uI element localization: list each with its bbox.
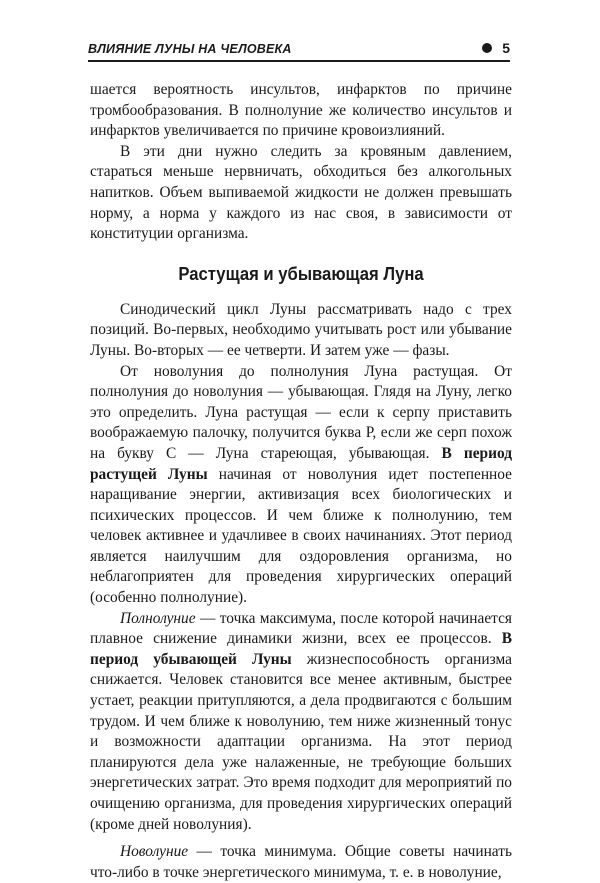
bold-term: В период растущей Луны [90,444,512,483]
section-heading: Растущая и убывающая Луна [178,262,424,284]
paragraph-text: — точка максимума, после которой начинается плавное снижение динамики жизни, всех ее процессов. [90,609,512,648]
paragraph-text: — точка минимума. Общие советы начинать что-либо в точке энергетического минимума, т. е. в новолуние, [90,843,512,881]
paragraph [90,842,512,883]
italic-term: Полнолуние [120,609,196,627]
paragraph: Синодический цикл Луны рассматривать надо с трех позиций. Во-первых, необходимо учитывать рост или убывание Луны. Во-вторых — ее четверти. И затем уже — фазы. [90,300,512,359]
paragraph [90,362,512,609]
paragraph: В эти дни нужно следить за кровяным давлением, стараться меньше нервничать, обходиться без алкогольных напитков. Объем выпиваемой жидкости не должен превышать норму, а норма у каждого из нас своя, в зависимости от конституции организма. [90,142,512,243]
running-title: ВЛИЯНИЕ ЛУНЫ НА ЧЕЛОВЕКА [88,42,292,56]
page-body [90,80,512,883]
paragraph-text: начиная от новолуния идет постепенное наращивание энергии, активизация всех биологических и психических процессов. И чем ближе к полнолунию, тем человек активнее и удачливее в своих начинаниях. Этот период является наилучшим для оздоровления организма, но неблагоприятен для проведения хирургических операций (особенно полнолуние). [90,465,513,607]
italic-term: Новолуние [120,843,189,861]
paragraph [90,609,512,836]
paragraph: шается вероятность инсультов, инфарктов по причине тромбообразования. В полнолуние же количество инсультов и инфарктов увеличивается по причине кровоизлияний. [90,81,512,140]
page-number: 5 [502,40,510,56]
paragraph-text: жизнеспособность организма снижается. Человек становится все менее активным, быстрее устает, реакции притупляются, а дела продвигаются с большим трудом. И чем ближе к новолунию, тем ниже жизненный тонус и возможности адаптации организма. На этот период планируются дела уже налаженные, не требующие больших энергетических затрат. Это время подходит для мероприятий по очищению организма, для проведения хирургических операций (кроме дней новолуния). [90,650,512,833]
bold-term: В период убывающей Луны [90,630,512,668]
running-header [88,38,510,62]
paragraph-text: От новолуния до полнолуния Луна растущая. От полнолуния до новолуния — убывающая. Глядя на Луну, легко это определить. Луна растущая — если к серпу приставить воображаемую палочку, получится буква Р, если же серп похож на букву С — Луна стареющая, убывающая. [90,362,512,462]
bullet-dot-icon [482,43,492,53]
